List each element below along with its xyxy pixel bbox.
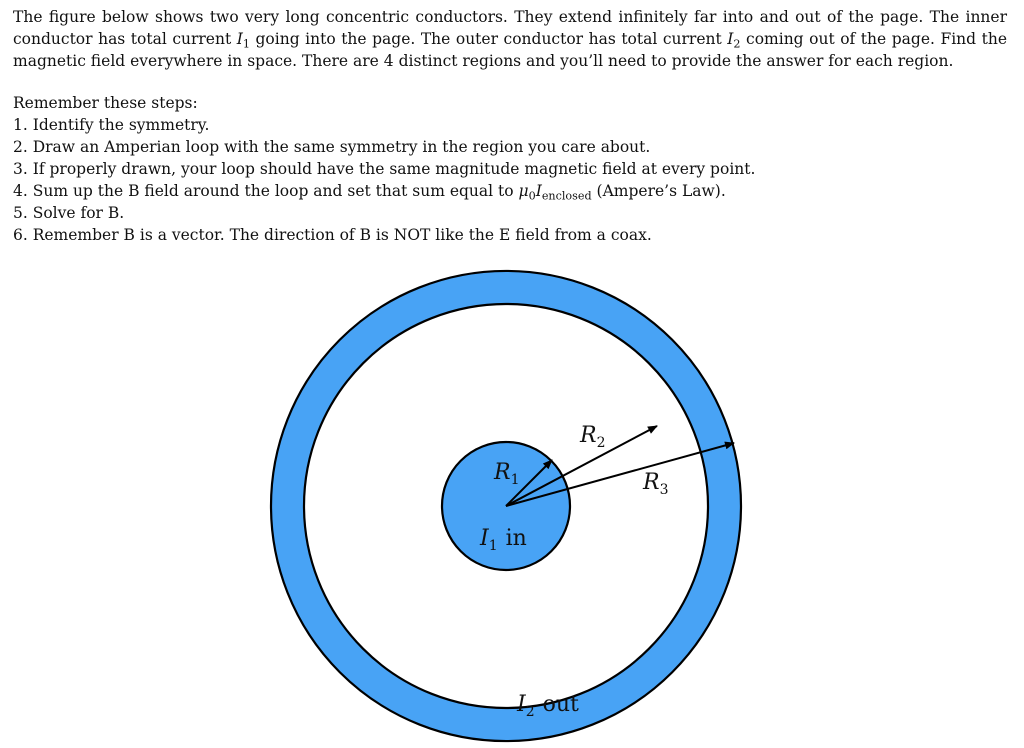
outer-current-subscript: 2 [525,704,535,720]
step-3: 3. If properly drawn, your loop should have the same magnitude magnetic field at every point. [13,160,756,178]
steps-heading: Remember these steps: [13,94,198,112]
r1-symbol: R [494,460,511,485]
i1-symbol: I [236,30,243,48]
step-2: 2. Draw an Amperian loop with the same symmetry in the region you care about. [13,138,651,156]
step-1: 1. Identify the symmetry. [13,116,210,134]
i-enclosed-subscript: enclosed [541,189,592,203]
i2-symbol: I [727,30,734,48]
inner-current-direction: in [505,526,527,551]
step-4-tail: (Ampere’s Law). [591,182,726,200]
i2-subscript: 2 [733,37,741,51]
intro-tail: coming out of the page. Find the magnetic field everywhere in space. There are 4 distinct regions and you’ll need to provide the answer for each region. [13,30,1007,70]
r1-subscript: 1 [510,472,520,488]
outer-current-label [516,692,579,720]
r2-symbol: R [580,423,597,448]
mu-symbol: μ [518,182,529,200]
intro-lead: The figure below shows two very long concentric conductors. They extend infinitely far into and out of the page. The inner conductor has total current [13,8,1007,48]
mu-subscript: 0 [528,189,536,203]
inner-current-subscript: 1 [488,538,498,554]
i1-subscript: 1 [242,37,250,51]
step-6: 6. Remember B is a vector. The direction of B is NOT like the E field from a coax. [13,226,652,244]
r2-label [579,423,606,451]
r3-subscript: 3 [659,482,669,498]
i-enclosed-symbol: I [535,182,542,200]
r3-label [642,470,669,498]
inner-current-symbol: I [480,526,489,551]
r3-symbol: R [643,470,660,495]
outer-current-direction: out [542,692,579,717]
step-5: 5. Solve for B. [13,204,125,222]
intro-mid: going into the page. The outer conductor has total current [249,30,728,48]
r2-subscript: 2 [596,435,606,451]
step-4-lead: 4. Sum up the B field around the loop and set that sum equal to [13,182,519,200]
outer-current-symbol: I [517,692,526,717]
